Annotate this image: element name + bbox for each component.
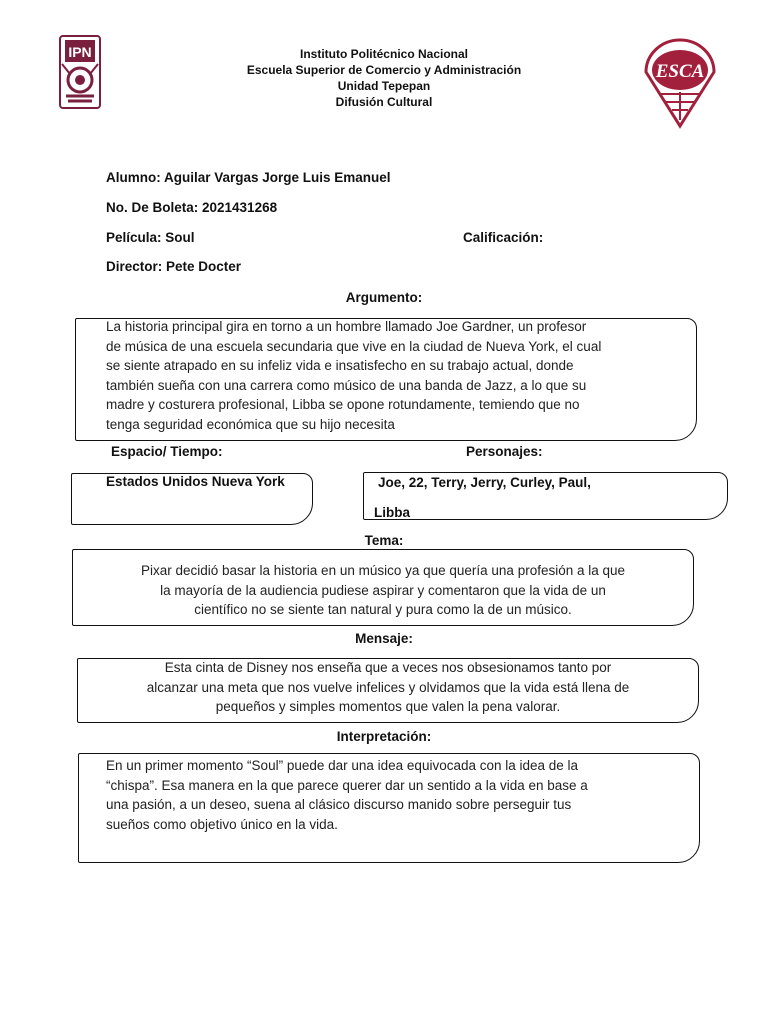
department-name: Difusión Cultural	[335, 95, 433, 109]
grade-label: Calificación:	[463, 230, 544, 245]
argument-text: La historia principal gira en torno a un hombre llamado Joe Gardner, un profesor de música de una escuela secundaria que vive en la ciudad de Nueva York, el cual se siente atrapado en su infeliz vida e insatisfecho en su trabajo actual, donde también sueña con una carrera como músico de una banda de Jazz, a lo que su madre y costurera profesional, Libba se opone rotundamente, temiendo que no tenga seguridad económica que su hijo necesita	[106, 319, 602, 432]
institution-name: Instituto Politécnico Nacional	[299, 47, 469, 61]
svg-text:IPN: IPN	[68, 44, 92, 60]
space-time-heading: Espacio/ Tiempo:	[111, 444, 223, 459]
interpretation-text: En un primer momento “Soul” puede dar una idea equivocada con la idea de la “chispa”. Esa manera en la que parece querer dar un sentido a la vida en base a una pasión, a un deseo, suena al clásico discurso manido sobre perseguir tus sueños como objetivo único en la vida.	[106, 758, 588, 832]
characters-line-1: Joe, 22, Terry, Jerry, Curley, Paul,	[378, 475, 591, 490]
student-name: Alumno: Aguilar Vargas Jorge Luis Emanuel	[106, 170, 391, 185]
movie-title: Película: Soul	[106, 230, 195, 245]
theme-text: Pixar decidió basar la historia en un músico ya que quería una profesión a la que la mayoría de la audiencia pudiese aspirar y comentaron que la vida de un científico no se siente tan natural y pura como la de un músico.	[140, 563, 626, 617]
svg-text:ESCA: ESCA	[655, 61, 705, 82]
characters-line-2: Libba	[374, 505, 410, 520]
message-heading: Mensaje:	[355, 631, 413, 646]
argument-heading: Argumento:	[345, 290, 423, 305]
space-time-value: Estados Unidos Nueva York	[106, 474, 285, 489]
student-id: No. De Boleta: 2021431268	[106, 200, 278, 215]
director: Director: Pete Docter	[106, 259, 242, 274]
characters-heading: Personajes:	[466, 444, 543, 459]
interpretation-heading: Interpretación:	[336, 729, 432, 744]
theme-heading: Tema:	[364, 533, 404, 548]
message-text: Esta cinta de Disney nos enseña que a veces nos obsesionamos tanto por alcanzar una meta que nos vuelve infelices y olvidamos que la vida está llena de pequeños y simples momentos que valen la pena valorar.	[146, 660, 630, 714]
school-name: Escuela Superior de Comercio y Administración	[246, 63, 522, 77]
unit-name: Unidad Tepepan	[337, 79, 431, 93]
